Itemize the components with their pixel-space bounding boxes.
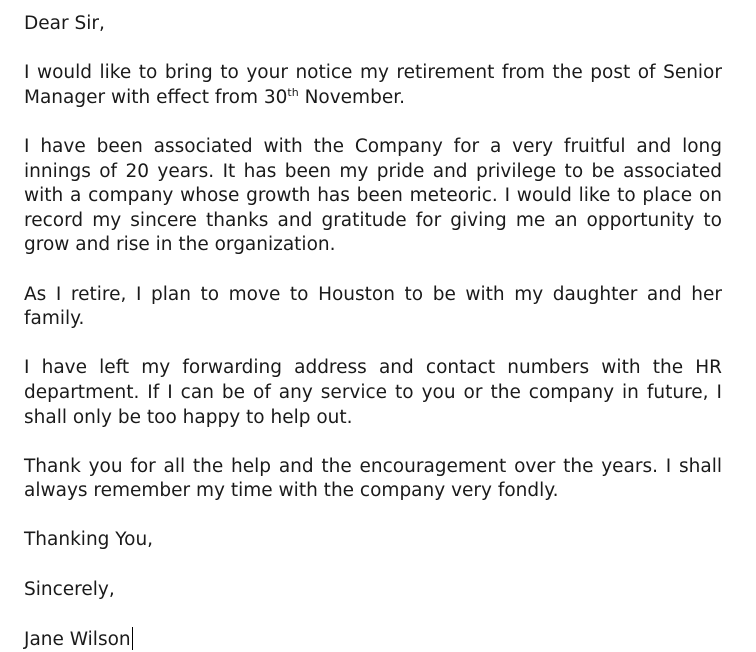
closing-thanking-you: Thanking You, (24, 529, 154, 551)
paragraph-relocation: As I retire, I plan to move to Houston to be with my daughter and her family. (24, 283, 722, 330)
retirement-notice-month: November. (298, 86, 405, 108)
letter-body[interactable] (24, 12, 722, 652)
signature-line (24, 627, 722, 652)
date-ordinal-suffix: th (287, 85, 299, 99)
paragraph-association: I have been associated with the Company for a very fruitful and long innings of 20 years. It has been my pride and privilege to be associated with a company whose growth has been meteoric. I would like to place on record my sincere thanks and gratitude for giving me an opportunity to grow and rise in the organization. (24, 135, 722, 256)
paragraph-thanks: Thank you for all the help and the encouragement over the years. I shall always remember my time with the company very fondly. (24, 455, 722, 502)
paragraph-forwarding-address: I have left my forwarding address and contact numbers with the HR department. If I can be of any service to you or the company in future, I shall only be too happy to help out. (24, 357, 722, 428)
text-cursor (132, 627, 133, 650)
closing-sincerely: Sincerely, (24, 578, 115, 600)
paragraph-retirement-notice (24, 61, 722, 110)
signature-name: Jane Wilson (24, 628, 131, 650)
salutation: Dear Sir, (24, 13, 105, 34)
retirement-notice-text: I would like to bring to your notice my retirement from the post of Senior Manager with effect from 30 (24, 62, 722, 108)
